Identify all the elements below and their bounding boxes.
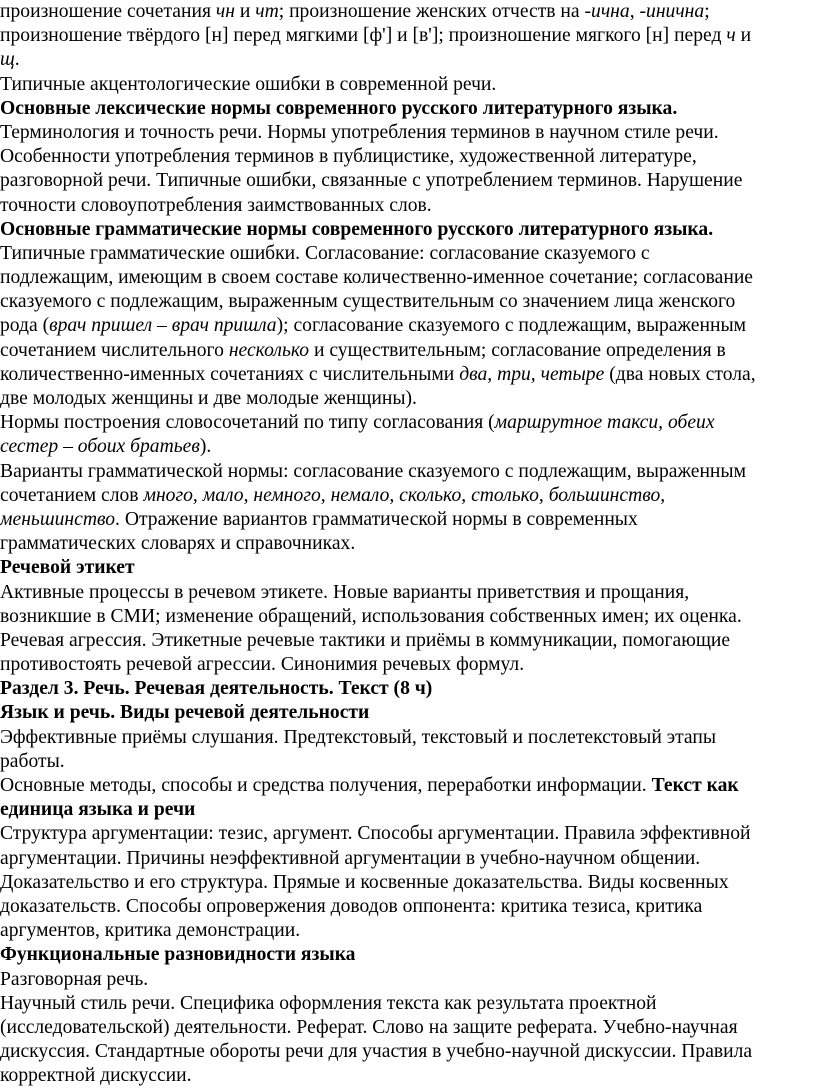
text-line	[0, 968, 808, 992]
italic-text: ч	[726, 25, 736, 47]
bold-text: Основные грамматические нормы современного русского литературного языка.	[0, 218, 714, 240]
text-run: Типичные акцентологические ошибки в современной речи.	[0, 73, 497, 95]
italic-text: щ	[0, 49, 15, 71]
text-line	[0, 677, 808, 701]
text-line	[0, 629, 808, 653]
text-run: ,	[629, 1, 640, 22]
text-run: и	[234, 1, 256, 22]
text-run: работы.	[0, 750, 65, 772]
italic-text: два, три, четыре	[459, 363, 605, 385]
italic-text: -ична	[584, 1, 630, 22]
text-line	[0, 508, 808, 532]
text-line	[0, 0, 808, 24]
text-line	[0, 460, 808, 484]
text-run: Эффективные приёмы слушания. Предтекстовый, текстовый и послетекстовый этапы	[0, 726, 717, 748]
text-line	[0, 847, 808, 871]
text-run: Доказательство и его структура. Прямые и косвенные доказательства. Виды косвенных	[0, 871, 729, 893]
text-line	[0, 774, 808, 798]
text-line	[0, 726, 808, 750]
text-run: Варианты грамматической нормы: согласование сказуемого с подлежащим, выраженным	[0, 460, 746, 482]
text-run: возникшие в СМИ; изменение обращений, использования собственных имен; их оценка.	[0, 605, 742, 627]
text-line	[0, 266, 808, 290]
text-line	[0, 1064, 808, 1088]
text-line	[0, 435, 808, 459]
text-run: Разговорная речь.	[0, 968, 149, 990]
italic-text: много, мало, немного, немало, сколько, столько, большинство,	[143, 484, 666, 506]
text-line	[0, 24, 808, 48]
text-line	[0, 218, 808, 242]
text-run: сочетанием слов	[0, 484, 144, 506]
text-line	[0, 943, 808, 967]
text-run: количественно-именных сочетаниях с числительными	[0, 363, 460, 385]
text-run: (исследовательской) деятельности. Реферат. Слово на защите реферата. Учебно-научная	[0, 1016, 738, 1038]
text-run: сказуемого с подлежащим, выраженным существительным со значением лица женского	[0, 291, 736, 313]
text-line	[0, 121, 808, 145]
italic-text: сестер – обоих братьев	[0, 436, 200, 458]
italic-text: несколько	[228, 339, 310, 361]
text-line	[0, 194, 808, 218]
text-line	[0, 1016, 808, 1040]
text-line	[0, 895, 808, 919]
text-run: точности словоупотребления заимствованных слов.	[0, 194, 432, 216]
text-run: ).	[199, 436, 212, 458]
text-run: . Отражение вариантов грамматической нормы в современных	[115, 508, 638, 530]
text-line	[0, 411, 808, 435]
text-run: противостоять речевой агрессии. Синонимия речевых формул.	[0, 654, 525, 676]
text-run: (два новых стола,	[604, 363, 756, 385]
italic-text: меньшинство	[0, 508, 116, 530]
bold-text: Основные лексические нормы современного русского литературного языка.	[0, 97, 678, 119]
text-run: дискуссия. Стандартные обороты речи для участия в учебно-научной дискуссии. Правила	[0, 1041, 753, 1063]
bold-text: Раздел 3. Речь. Речевая деятельность. Текст (8 ч)	[0, 678, 433, 700]
text-line	[0, 919, 808, 943]
text-run: ;	[704, 1, 710, 22]
text-line	[0, 653, 808, 677]
text-run: .	[14, 49, 20, 71]
text-line	[0, 750, 808, 774]
text-line	[0, 73, 808, 97]
italic-text: маршрутное такси, обеих	[494, 412, 715, 434]
text-line	[0, 363, 808, 387]
text-run: Терминология и точность речи. Нормы употребления терминов в научном стиле речи.	[0, 121, 719, 143]
text-run: Речевая агрессия. Этикетные речевые тактики и приёмы в коммуникации, помогающие	[0, 629, 731, 651]
text-run: аргументов, критика демонстрации.	[0, 920, 301, 942]
bold-text: Функциональные разновидности языка	[0, 944, 356, 966]
text-run: и	[735, 25, 752, 47]
text-run: аргументации. Причины неэффективной аргументации в учебно-научном общении.	[0, 847, 701, 869]
text-run: Типичные грамматические ошибки. Согласование: согласование сказуемого с	[0, 242, 650, 264]
text-line	[0, 169, 808, 193]
text-run: Структура аргументации: тезис, аргумент. Способы аргументации. Правила эффективной	[0, 823, 751, 845]
text-line	[0, 339, 808, 363]
text-line	[0, 97, 808, 121]
bold-text: Язык и речь. Виды речевой деятельности	[0, 702, 370, 724]
text-run: произношение сочетания	[0, 1, 216, 22]
text-run: ); согласование сказуемого с подлежащим, выраженным	[276, 315, 747, 337]
bold-text: Текст как	[651, 775, 739, 796]
text-run: грамматических словарях и справочниках.	[0, 533, 356, 555]
text-line	[0, 242, 808, 266]
bold-text: единица языка и речи	[0, 799, 196, 821]
text-run: ; произношение женских отчеств на	[278, 1, 585, 22]
italic-text: -инична	[639, 1, 705, 22]
text-line	[0, 798, 808, 822]
text-line	[0, 1040, 808, 1064]
italic-text: чт	[255, 1, 279, 22]
text-run: Особенности употребления терминов в публицистике, художественной литературе,	[0, 146, 697, 168]
text-run: разговорной речи. Типичные ошибки, связанные с употреблением терминов. Нарушение	[0, 170, 743, 192]
text-line	[0, 871, 808, 895]
text-run: Активные процессы в речевом этикете. Новые варианты приветствия и прощания,	[0, 581, 690, 603]
text-run: и существительным; согласование определения в	[309, 339, 726, 361]
text-line	[0, 556, 808, 580]
text-run: произношение твёрдого [н] перед мягкими [ф'] и [в']; произношение мягкого [н] перед	[0, 25, 727, 47]
text-run: Научный стиль речи. Специфика оформления текста как результата проектной	[0, 992, 657, 1014]
text-line	[0, 387, 808, 411]
text-line	[0, 532, 808, 556]
text-line	[0, 701, 808, 725]
text-run: доказательств. Способы опровержения доводов оппонента: критика тезиса, критика	[0, 895, 703, 917]
text-line	[0, 290, 808, 314]
text-line	[0, 822, 808, 846]
text-run: рода (	[0, 315, 50, 337]
italic-text: врач пришел – врач пришла	[49, 315, 277, 337]
text-line	[0, 605, 808, 629]
text-line	[0, 992, 808, 1016]
italic-text: чн	[215, 1, 235, 22]
text-run: корректной дискуссии.	[0, 1065, 192, 1087]
text-run: подлежащим, имеющим в своем составе количественно-именное сочетание; согласование	[0, 267, 754, 289]
text-run: две молодых женщины и две молодые женщины).	[0, 388, 417, 409]
text-line	[0, 484, 808, 508]
text-line	[0, 581, 808, 605]
text-line	[0, 314, 808, 338]
text-run: Нормы построения словосочетаний по типу согласования (	[0, 412, 495, 434]
text-line	[0, 48, 808, 72]
bold-text: Речевой этикет	[0, 557, 135, 579]
text-run: Основные методы, способы и средства получения, переработки информации.	[0, 775, 652, 796]
text-line	[0, 145, 808, 169]
text-run: сочетанием числительного	[0, 339, 229, 361]
